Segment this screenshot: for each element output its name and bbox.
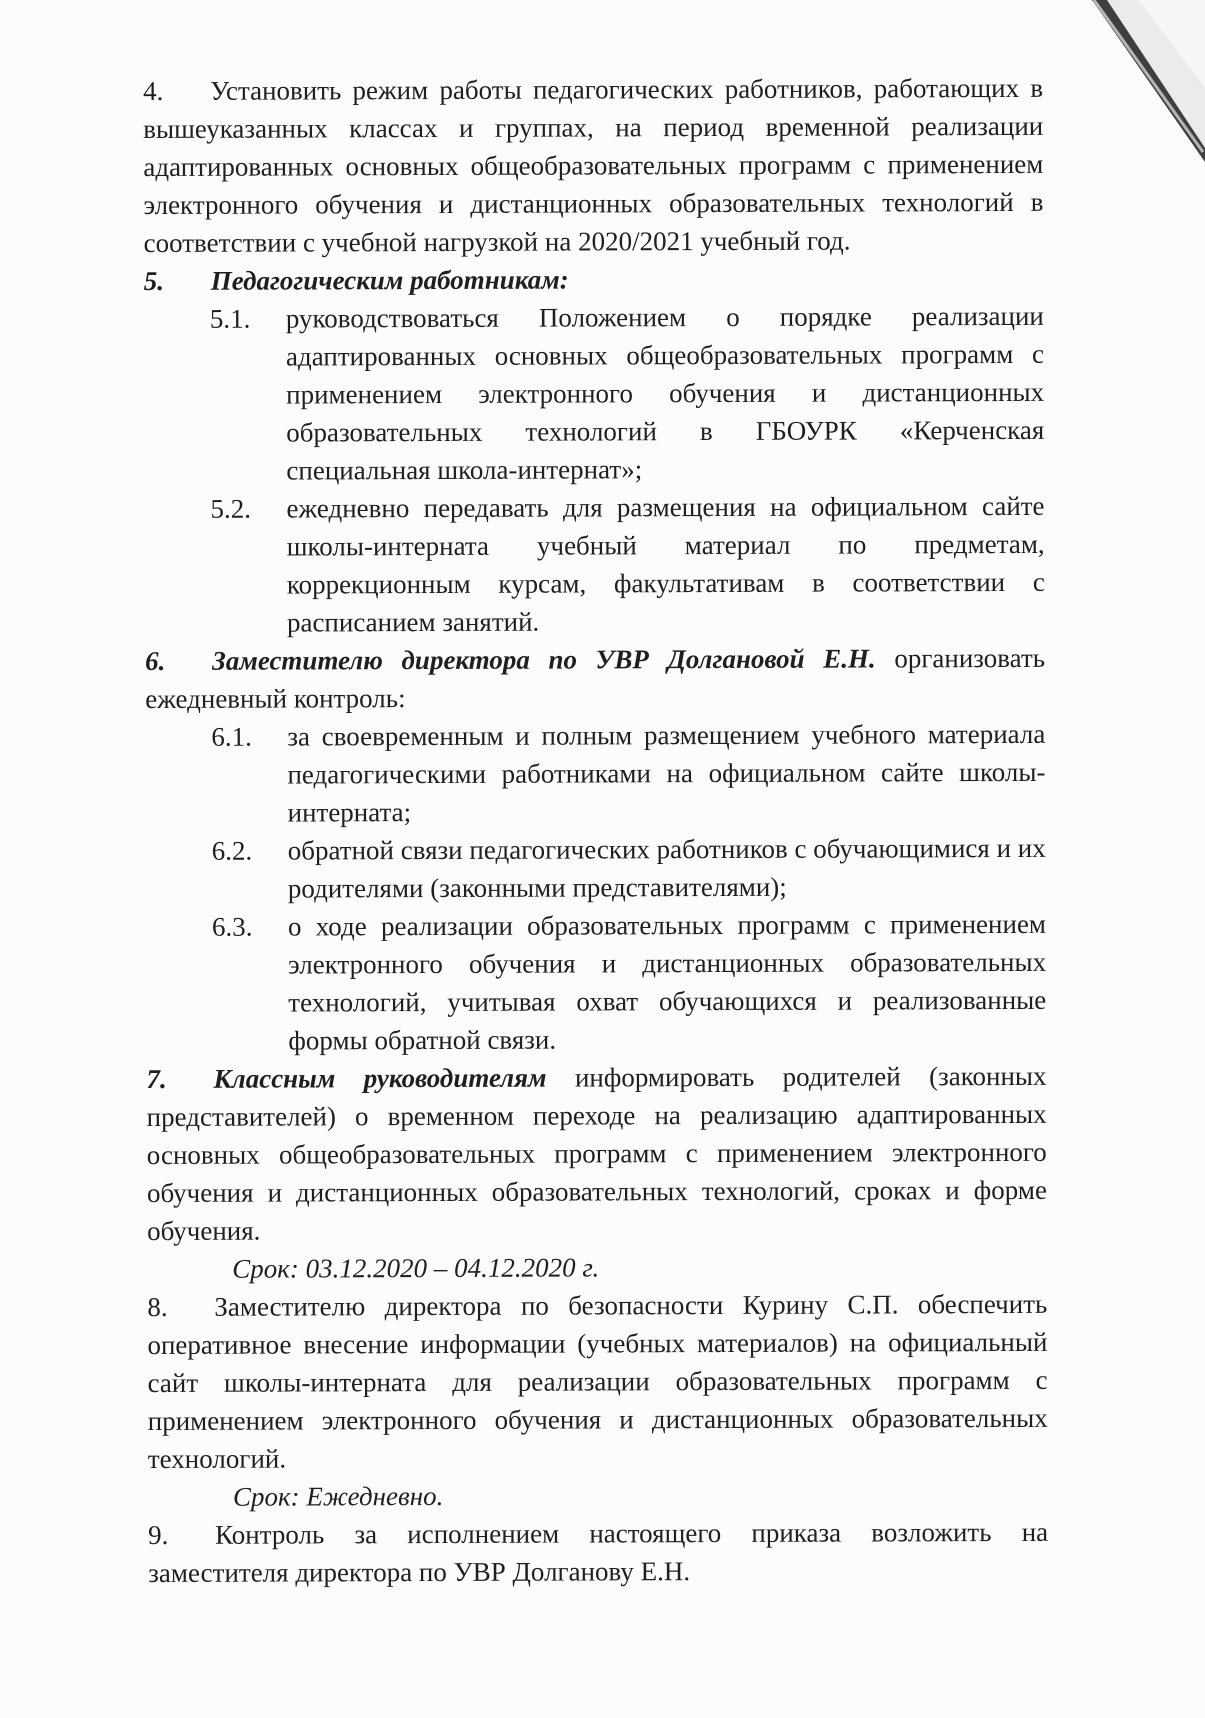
line-text: технологий. xyxy=(147,1443,287,1474)
item-number: 6.1. xyxy=(211,721,252,752)
item-number: 6. xyxy=(145,645,166,676)
text-line xyxy=(145,677,1045,718)
text-line xyxy=(147,1133,1047,1174)
line-text: Контроль за исполнением настоящего приказа возложить на xyxy=(215,1516,1049,1550)
text-line xyxy=(148,1399,1048,1440)
page-corner-fold xyxy=(1080,0,1205,170)
text-line xyxy=(147,1285,1047,1326)
line-text: образовательных технологий в ГБОУРК «Керченская xyxy=(286,414,1045,448)
line-text: интерната; xyxy=(287,797,412,828)
line-text: организовать xyxy=(894,642,1046,674)
text-line xyxy=(286,297,1044,338)
order-item-6-3 xyxy=(211,905,1047,1060)
item-number: 8. xyxy=(147,1291,168,1322)
line-text: руководствоваться Положением о порядке реализации xyxy=(285,300,1044,334)
text-line xyxy=(286,411,1044,452)
text-line xyxy=(288,981,1046,1022)
text-line xyxy=(286,449,1044,490)
text-line xyxy=(288,905,1046,946)
text-line xyxy=(147,1209,1047,1250)
line-text: оперативное внесение информации (учебных материалов) на официальный xyxy=(147,1326,1048,1360)
item-number: 6.3. xyxy=(211,911,253,942)
order-item-6 xyxy=(145,639,1045,718)
order-item-6-1 xyxy=(211,715,1046,832)
text-line xyxy=(286,487,1044,528)
line-text: о ходе реализации образовательных программ с применением xyxy=(287,908,1047,942)
line-text: ежедневный контроль: xyxy=(145,683,406,714)
line-text: обучения. xyxy=(146,1215,261,1246)
text-line xyxy=(147,1095,1047,1136)
item-number: 4. xyxy=(143,75,164,106)
text-line xyxy=(143,107,1043,148)
text-line xyxy=(147,1171,1047,1212)
text-line xyxy=(286,335,1044,376)
item-number: 9. xyxy=(148,1519,169,1550)
line-text: вышеуказанных классах и группах, на период временной реализации xyxy=(143,110,1044,144)
line-text: заместителя директора по УВР Долганову Е.Н. xyxy=(148,1556,691,1588)
item-number: 6.2. xyxy=(211,835,253,866)
line-text: сайт школы-интерната для реализации образовательных программ с xyxy=(147,1364,1048,1398)
text-line xyxy=(287,715,1045,756)
item-number: 5.1. xyxy=(209,303,251,334)
deadline-line xyxy=(148,1475,1048,1516)
text-line xyxy=(144,221,1044,262)
item-number: 7. xyxy=(146,1063,167,1094)
line-text: Установить режим работы педагогических работников, работающих в xyxy=(210,72,1044,106)
text-line xyxy=(143,183,1043,224)
order-item-8 xyxy=(147,1285,1048,1478)
line-text: основных общеобразовательных программ с применением электронного xyxy=(146,1136,1047,1170)
line-text: Педагогическим работникам: xyxy=(210,264,569,296)
text-line xyxy=(288,829,1046,870)
line-text: педагогическими работниками на официальном сайте школы- xyxy=(287,756,1046,790)
order-item-6-2 xyxy=(211,829,1046,908)
text-line xyxy=(288,791,1046,832)
text-line xyxy=(288,867,1046,908)
order-item-7 xyxy=(146,1057,1047,1250)
item-number: 5. xyxy=(143,265,165,296)
line-text: технологий, учитывая охват обучающихся и реализованные xyxy=(288,984,1047,1018)
text-line xyxy=(286,373,1044,414)
text-line xyxy=(148,1437,1048,1478)
line-text: Срок: 03.12.2020 – 04.12.2020 г. xyxy=(232,1252,600,1284)
line-text: Заместителю директора по безопасности Курину С.П. обеспечить xyxy=(214,1288,1048,1322)
line-text: Заместителю директора по УВР Долгановой Е.Н. xyxy=(212,643,876,676)
line-text: информировать родителей (законных xyxy=(574,1060,1047,1093)
line-text: за своевременным и полным размещением учебного материала xyxy=(287,718,1046,752)
line-text: коррекционным курсам, факультативам в соответствии с xyxy=(286,566,1045,600)
line-text: адаптированных основных общеобразовательных программ с xyxy=(285,338,1045,372)
line-text: адаптированных основных общеобразовательных программ с применением xyxy=(143,148,1044,182)
text-line xyxy=(287,601,1045,642)
text-line xyxy=(288,943,1046,984)
line-text: применением электронного обучения и дистанционных образовательных xyxy=(147,1402,1048,1436)
text-line xyxy=(144,259,1044,300)
line-text: Срок: Ежедневно. xyxy=(232,1480,444,1512)
line-text: представителей) о временном переходе на реализацию адаптированных xyxy=(146,1098,1047,1132)
line-text: формы обратной связи. xyxy=(288,1024,557,1056)
text-line xyxy=(148,1361,1048,1402)
order-item-4 xyxy=(143,69,1044,262)
line-text: электронного обучения и дистанционных образовательных xyxy=(288,946,1047,980)
line-text: родителями (законными представителями); xyxy=(287,871,787,904)
line-text: обучения и дистанционных образовательных технологий, сроках и форме xyxy=(146,1174,1047,1208)
line-text: обратной связи педагогических работников с обучающимися и их xyxy=(287,832,1046,866)
order-item-5-1 xyxy=(209,297,1045,490)
text-line xyxy=(288,1019,1046,1060)
order-item-5 xyxy=(144,259,1044,300)
text-line xyxy=(147,1323,1047,1364)
item-number: 5.2. xyxy=(210,493,252,524)
deadline-line xyxy=(147,1247,1047,1288)
line-text: применением электронного обучения и дистанционных xyxy=(286,376,1045,410)
order-item-5-2 xyxy=(210,487,1045,642)
text-line xyxy=(146,1057,1046,1098)
line-text: ежедневно передавать для размещения на официальном сайте xyxy=(286,490,1045,524)
line-text: Классным руководителям xyxy=(213,1062,547,1094)
text-line xyxy=(143,145,1043,186)
text-line xyxy=(148,1513,1048,1554)
text-line xyxy=(145,639,1045,680)
order-item-9 xyxy=(148,1513,1048,1592)
text-line xyxy=(287,753,1045,794)
text-line xyxy=(287,563,1045,604)
line-text: электронного обучения и дистанционных образовательных технологий в xyxy=(143,186,1044,220)
line-text: школы-интерната учебный материал по предметам, xyxy=(286,528,1045,562)
text-line xyxy=(143,69,1043,110)
order-text-body xyxy=(143,69,1048,1592)
text-line xyxy=(148,1551,1048,1592)
text-line xyxy=(287,525,1045,566)
line-text: расписанием занятий. xyxy=(286,606,540,638)
line-text: соответствии с учебной нагрузкой на 2020/2021 учебный год. xyxy=(143,225,851,258)
line-text: специальная школа-интернат»; xyxy=(286,454,643,486)
